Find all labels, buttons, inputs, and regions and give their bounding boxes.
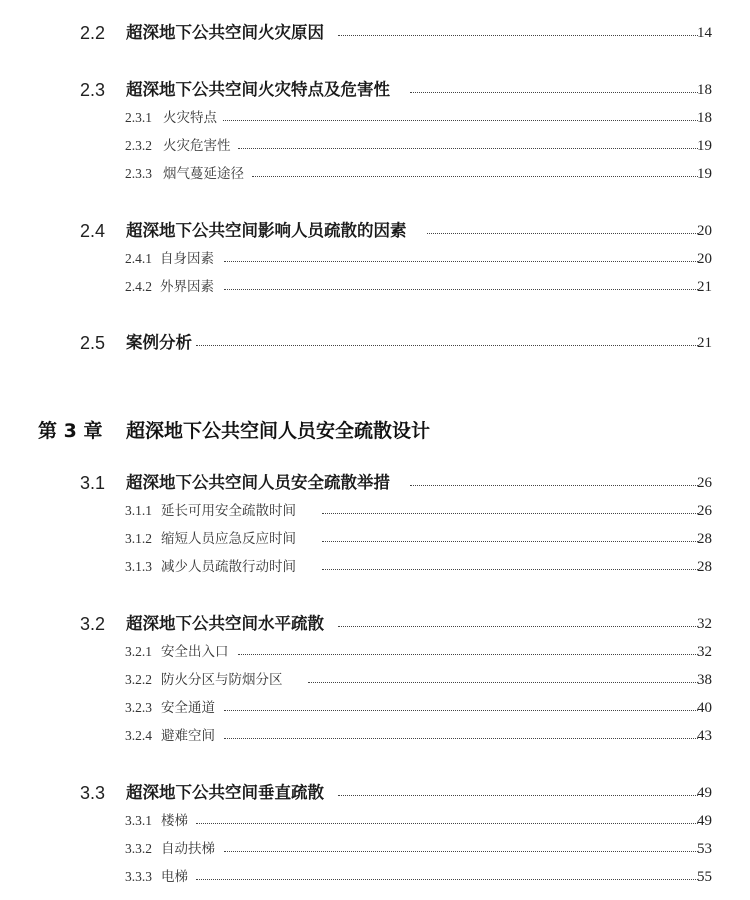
dot-leader xyxy=(221,106,700,130)
page-number: 38 xyxy=(697,672,712,688)
dot-leader xyxy=(194,331,700,355)
chapter-label: 第 3 章 xyxy=(38,420,103,442)
toc-entry-2-3-1[interactable] xyxy=(0,106,750,130)
section-number: 2.5 xyxy=(80,333,106,353)
dot-leader xyxy=(306,668,700,692)
chapter-heading[interactable] xyxy=(38,415,738,447)
subsection-number: 3.2.4 xyxy=(125,728,152,743)
page-number: 19 xyxy=(697,166,712,182)
dot-leader xyxy=(250,162,700,186)
page-number: 18 xyxy=(697,82,712,98)
subsection-number: 2.4.2 xyxy=(125,279,152,294)
page-number: 49 xyxy=(697,785,712,801)
toc-entry-3-3-3[interactable] xyxy=(0,865,750,889)
toc-entry-2-3-2[interactable] xyxy=(0,134,750,158)
toc-entry-3-1-2[interactable] xyxy=(0,527,750,551)
section-number: 3.1 xyxy=(80,473,106,493)
page-number: 26 xyxy=(697,503,712,519)
page-number: 26 xyxy=(697,475,712,491)
section-number: 2.3 xyxy=(80,80,106,100)
subsection-number: 3.3.1 xyxy=(125,813,152,828)
section-number: 3.2 xyxy=(80,614,106,634)
toc-entry-3-2-2[interactable] xyxy=(0,668,750,692)
subsection-title: 火灾危害性 xyxy=(163,138,231,154)
dot-leader xyxy=(222,724,700,748)
dot-leader xyxy=(336,612,700,636)
toc-entry-3-2[interactable] xyxy=(0,612,750,636)
page-number: 19 xyxy=(697,138,712,154)
page-number: 21 xyxy=(697,279,712,295)
subsection-title: 楼梯 xyxy=(161,813,188,829)
page-number: 40 xyxy=(697,700,712,716)
subsection-title: 缩短人员应急反应时间 xyxy=(161,531,296,547)
dot-leader xyxy=(194,865,700,889)
dot-leader xyxy=(336,781,700,805)
subsection-number: 3.3.3 xyxy=(125,869,152,884)
section-number: 2.4 xyxy=(80,221,106,241)
subsection-title: 避难空间 xyxy=(161,728,215,744)
dot-leader xyxy=(336,21,700,45)
dot-leader xyxy=(222,247,700,271)
toc-entry-2-3-3[interactable] xyxy=(0,162,750,186)
subsection-number: 3.1.3 xyxy=(125,559,152,574)
toc-entry-3-1-3[interactable] xyxy=(0,555,750,579)
subsection-number: 3.2.2 xyxy=(125,672,152,687)
subsection-title: 电梯 xyxy=(161,869,188,885)
subsection-number: 2.3.3 xyxy=(125,166,152,181)
dot-leader xyxy=(236,134,700,158)
page-number: 14 xyxy=(697,25,712,41)
subsection-title: 延长可用安全疏散时间 xyxy=(161,503,296,519)
dot-leader xyxy=(222,837,700,861)
section-title: 超深地下公共空间人员安全疏散举措 xyxy=(126,473,390,492)
page-number: 28 xyxy=(697,531,712,547)
subsection-title: 烟气蔓延途径 xyxy=(163,166,244,182)
chapter-title: 超深地下公共空间人员安全疏散设计 xyxy=(126,420,431,442)
subsection-number: 3.3.2 xyxy=(125,841,152,856)
toc-entry-3-1[interactable] xyxy=(0,471,750,495)
section-number: 2.2 xyxy=(80,23,106,43)
section-title: 案例分析 xyxy=(126,333,192,352)
page-number: 20 xyxy=(697,251,712,267)
page-number: 43 xyxy=(697,728,712,744)
subsection-title: 防火分区与防烟分区 xyxy=(161,672,283,688)
dot-leader xyxy=(236,640,700,664)
dot-leader xyxy=(320,499,700,523)
toc-entry-2-4[interactable] xyxy=(0,219,750,243)
toc-entry-3-2-3[interactable] xyxy=(0,696,750,720)
dot-leader xyxy=(222,696,700,720)
toc-entry-3-1-1[interactable] xyxy=(0,499,750,523)
section-title: 超深地下公共空间火灾特点及危害性 xyxy=(126,80,390,99)
subsection-title: 自身因素 xyxy=(160,251,214,267)
toc-entry-3-2-1[interactable] xyxy=(0,640,750,664)
page-number: 28 xyxy=(697,559,712,575)
page-number: 20 xyxy=(697,223,712,239)
subsection-title: 火灾特点 xyxy=(163,110,217,126)
page-number: 49 xyxy=(697,813,712,829)
section-title: 超深地下公共空间水平疏散 xyxy=(126,614,324,633)
page-number: 32 xyxy=(697,644,712,660)
subsection-number: 2.3.2 xyxy=(125,138,152,153)
subsection-title: 外界因素 xyxy=(160,279,214,295)
subsection-number: 3.1.2 xyxy=(125,531,152,546)
dot-leader xyxy=(408,78,700,102)
section-title: 超深地下公共空间火灾原因 xyxy=(126,23,324,42)
dot-leader xyxy=(320,527,700,551)
page-number: 18 xyxy=(697,110,712,126)
subsection-title: 减少人员疏散行动时间 xyxy=(161,559,296,575)
section-number: 3.3 xyxy=(80,783,106,803)
page-number: 53 xyxy=(697,841,712,857)
toc-entry-3-3-1[interactable] xyxy=(0,809,750,833)
toc-entry-3-3[interactable] xyxy=(0,781,750,805)
section-title: 超深地下公共空间垂直疏散 xyxy=(126,783,324,802)
subsection-number: 3.2.1 xyxy=(125,644,152,659)
toc-entry-3-3-2[interactable] xyxy=(0,837,750,861)
subsection-number: 2.3.1 xyxy=(125,110,152,125)
dot-leader xyxy=(320,555,700,579)
page-number: 32 xyxy=(697,616,712,632)
page-number: 21 xyxy=(697,335,712,351)
page-number: 55 xyxy=(697,869,712,885)
dot-leader xyxy=(222,275,700,299)
dot-leader xyxy=(408,471,700,495)
section-title: 超深地下公共空间影响人员疏散的因素 xyxy=(126,221,407,240)
dot-leader xyxy=(425,219,700,243)
subsection-number: 3.2.3 xyxy=(125,700,152,715)
toc-entry-2-4-2[interactable] xyxy=(0,275,750,299)
toc-entry-3-2-4[interactable] xyxy=(0,724,750,748)
dot-leader xyxy=(194,809,700,833)
subsection-title: 自动扶梯 xyxy=(161,841,215,857)
subsection-number: 2.4.1 xyxy=(125,251,152,266)
subsection-title: 安全通道 xyxy=(161,700,215,716)
subsection-title: 安全出入口 xyxy=(161,644,229,660)
toc-entry-2-3[interactable] xyxy=(0,78,750,102)
toc-entry-2-2[interactable] xyxy=(0,21,750,45)
subsection-number: 3.1.1 xyxy=(125,503,152,518)
toc-entry-2-5[interactable] xyxy=(0,331,750,355)
toc-entry-2-4-1[interactable] xyxy=(0,247,750,271)
